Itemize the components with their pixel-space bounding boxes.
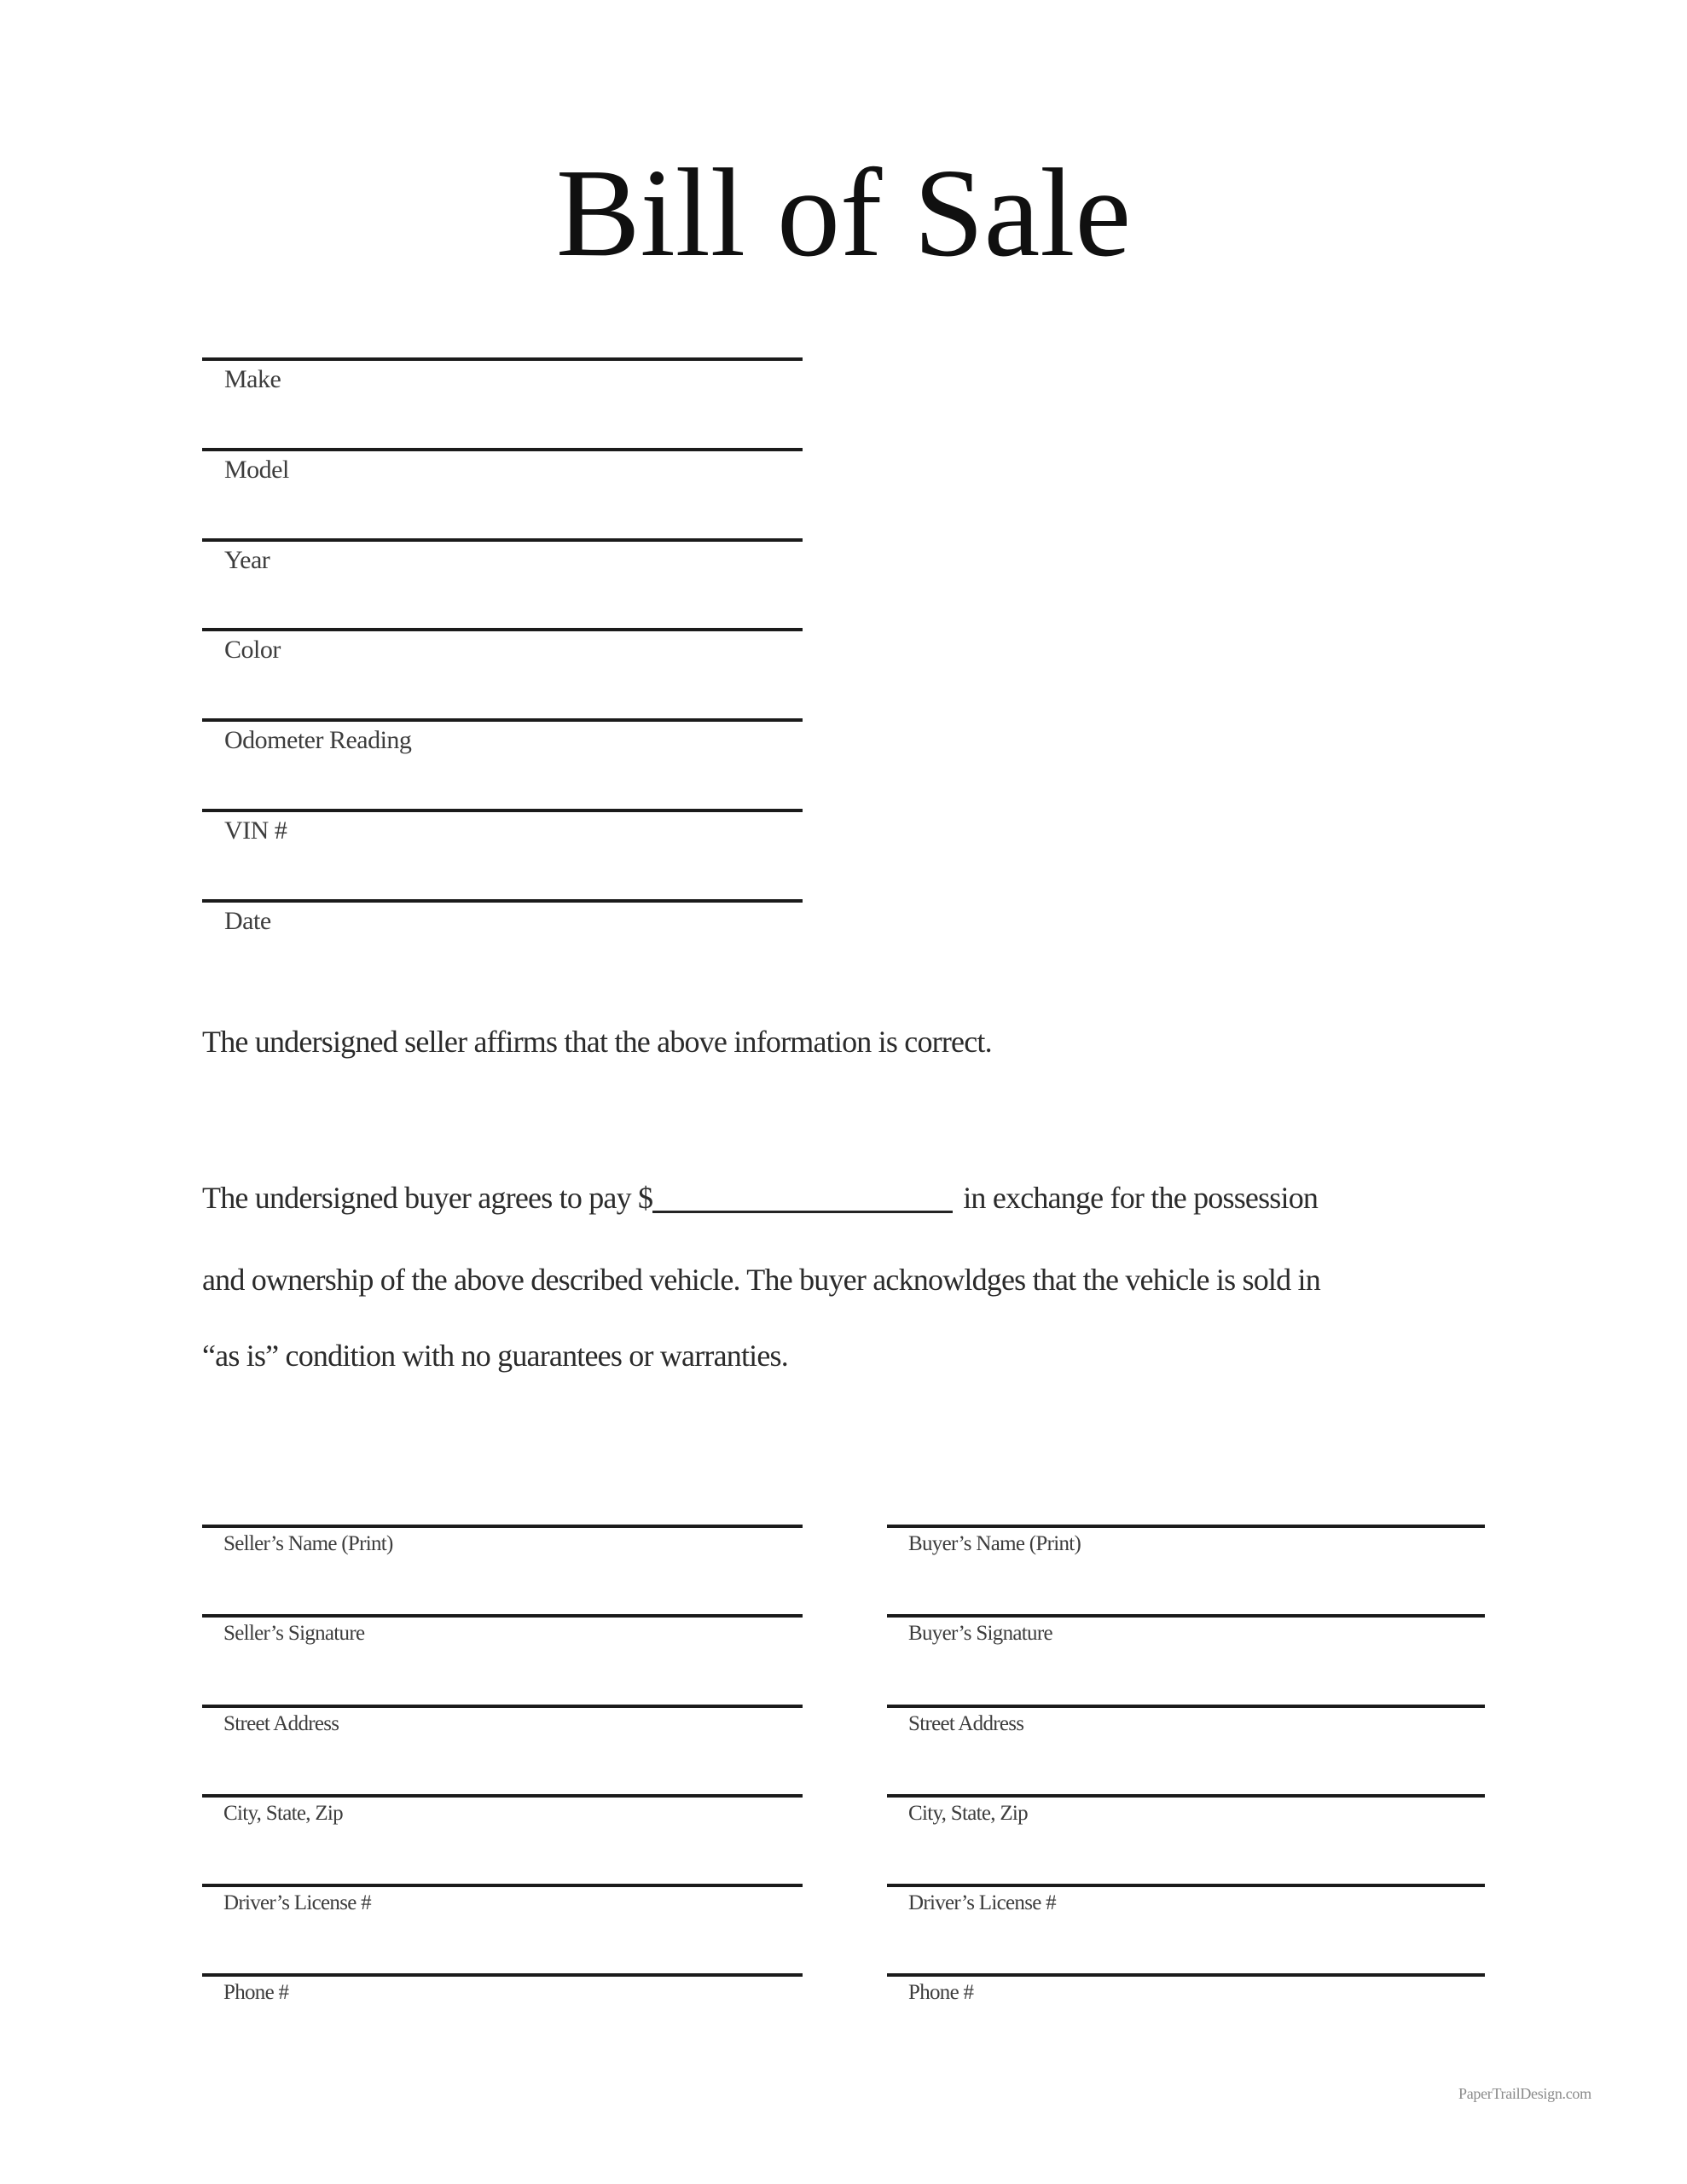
buyer-phone-label: Phone # bbox=[908, 1981, 974, 2005]
seller-affirmation-statement: The undersigned seller affirms that the above information is correct. bbox=[202, 1025, 992, 1059]
seller-name-print-label: Seller’s Name (Print) bbox=[223, 1532, 393, 1555]
buyer-agreement-line-3: “as is” condition with no guarantees or warranties. bbox=[202, 1339, 788, 1373]
seller-signature-field bbox=[202, 1614, 803, 1704]
vehicle-info-section bbox=[202, 357, 803, 990]
seller-street-address-label: Street Address bbox=[223, 1711, 339, 1735]
model-field bbox=[202, 448, 803, 538]
seller-phone-field bbox=[202, 1973, 803, 2063]
buyer-street-address-label: Street Address bbox=[908, 1711, 1024, 1735]
color-field bbox=[202, 628, 803, 718]
seller-name-print-field bbox=[202, 1525, 803, 1614]
vin-field bbox=[202, 809, 803, 899]
buyer-signature-label: Buyer’s Signature bbox=[908, 1622, 1052, 1646]
seller-drivers-license-field bbox=[202, 1884, 803, 1973]
buyer-drivers-license-field bbox=[887, 1884, 1485, 1973]
seller-drivers-license-label: Driver’s License # bbox=[223, 1891, 371, 1915]
buyer-agreement-suffix: in exchange for the possession bbox=[963, 1181, 1319, 1215]
year-field bbox=[202, 538, 803, 629]
date-field-label: Date bbox=[224, 906, 271, 935]
seller-phone-label: Phone # bbox=[223, 1981, 289, 2005]
seller-signature-section bbox=[202, 1525, 803, 2064]
seller-signature-label: Seller’s Signature bbox=[223, 1622, 365, 1646]
footer-credit: PaperTrailDesign.com bbox=[1458, 2085, 1591, 2102]
date-field bbox=[202, 899, 803, 990]
odometer-field-label: Odometer Reading bbox=[224, 726, 412, 755]
buyer-drivers-license-label: Driver’s License # bbox=[908, 1891, 1056, 1915]
buyer-city-state-zip-field bbox=[887, 1794, 1485, 1884]
buyer-agreement-line-1 bbox=[202, 1180, 1318, 1217]
buyer-signature-field bbox=[887, 1614, 1485, 1704]
year-field-label: Year bbox=[224, 545, 270, 574]
buyer-street-address-field bbox=[887, 1705, 1485, 1794]
seller-city-state-zip-label: City, State, Zip bbox=[223, 1801, 343, 1825]
buyer-agreement-line-2: and ownership of the above described vehicle. The buyer acknowldges that the vehicle is sold in bbox=[202, 1263, 1320, 1297]
color-field-label: Color bbox=[224, 636, 281, 665]
buyer-phone-field bbox=[887, 1973, 1485, 2063]
model-field-label: Model bbox=[224, 455, 289, 484]
amount-blank-line bbox=[652, 1206, 953, 1213]
make-field-label: Make bbox=[224, 365, 281, 393]
seller-street-address-field bbox=[202, 1705, 803, 1794]
make-field bbox=[202, 357, 803, 448]
buyer-name-print-field bbox=[887, 1525, 1485, 1614]
buyer-city-state-zip-label: City, State, Zip bbox=[908, 1801, 1028, 1825]
buyer-signature-section bbox=[887, 1525, 1485, 2064]
seller-city-state-zip-field bbox=[202, 1794, 803, 1884]
buyer-name-print-label: Buyer’s Name (Print) bbox=[908, 1532, 1081, 1555]
odometer-field bbox=[202, 718, 803, 809]
vin-field-label: VIN # bbox=[224, 816, 287, 845]
page-title: Bill of Sale bbox=[555, 143, 1132, 283]
buyer-agreement-prefix: The undersigned buyer agrees to pay $ bbox=[202, 1181, 653, 1215]
